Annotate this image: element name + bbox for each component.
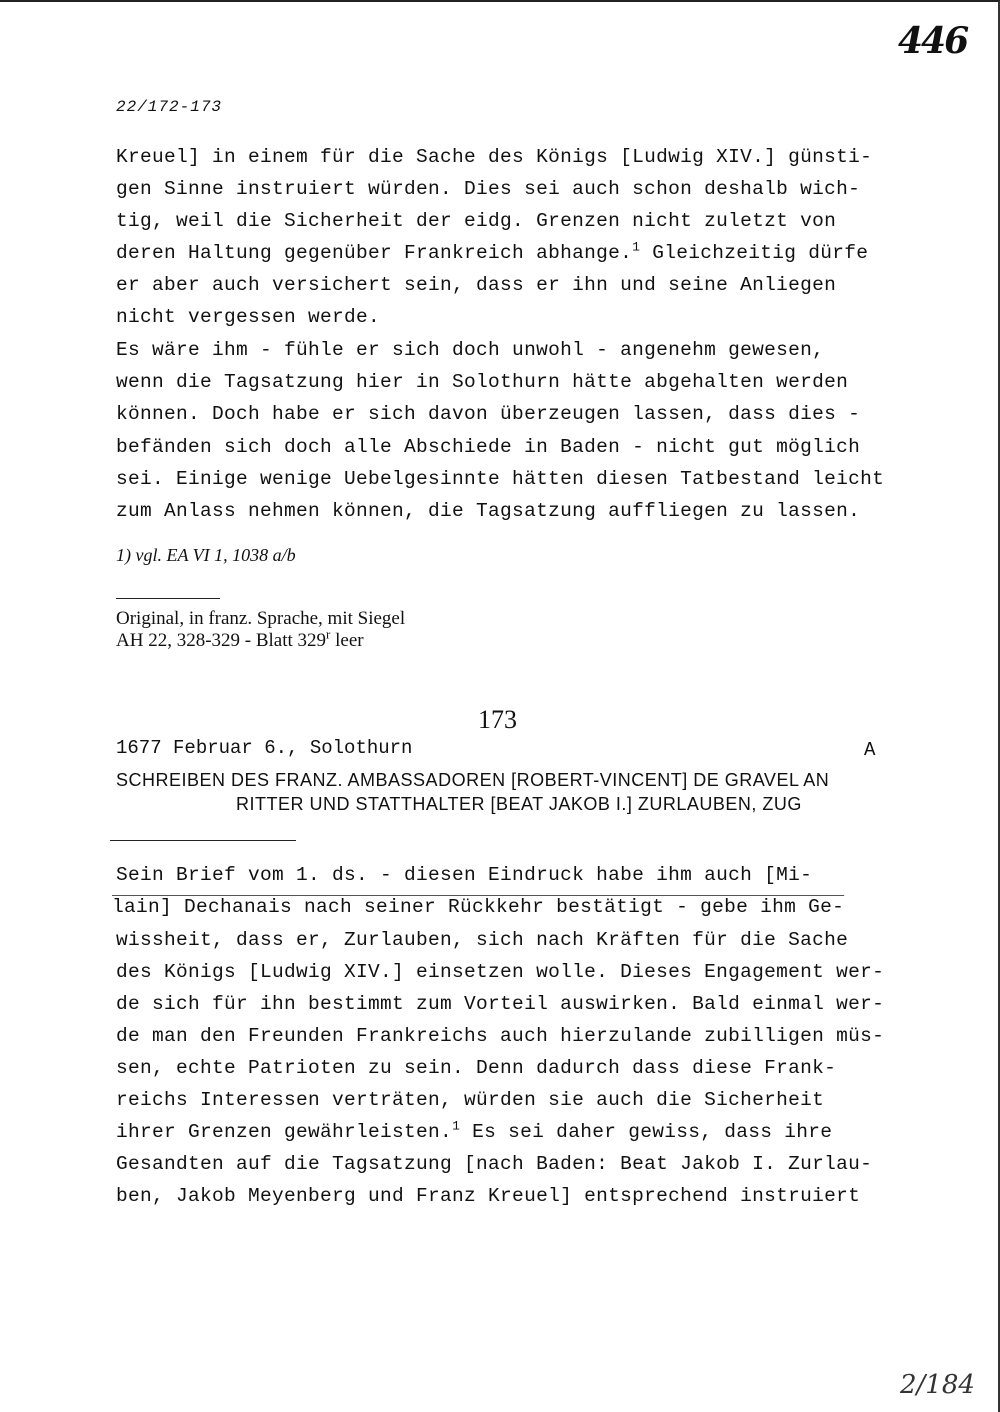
- paragraph1-line-text: deren Haltung gegenüber Frankreich abhange.: [116, 242, 633, 264]
- paragraph2-line: ben, Jakob Meyenberg und Franz Kreuel] entsprechend instruiert: [116, 1185, 861, 1207]
- paragraph1-line-with-footnote: [116, 239, 869, 264]
- paragraph2-line: de sich für ihn bestimmt zum Vorteil auswirken. Bald einmal wer-: [116, 993, 885, 1015]
- paragraph1-line: Kreuel] in einem für die Sache des Königs [Ludwig XIV.] günsti-: [116, 146, 873, 168]
- paragraph2-line: wissheit, dass er, Zurlauben, sich nach Kräften für die Sache: [116, 929, 849, 951]
- paragraph1-line: zum Anlass nehmen können, die Tagsatzung auffliegen zu lassen.: [116, 500, 861, 522]
- paragraph1-line: befänden sich doch alle Abschiede in Baden - nicht gut möglich: [116, 436, 861, 458]
- paragraph1-line: nicht vergessen werde.: [116, 306, 381, 328]
- document-number: 173: [478, 705, 517, 734]
- paragraph1-line: er aber auch versichert sein, dass er ihn und seine Anliegen: [116, 274, 837, 296]
- folio-number: 446: [898, 20, 968, 62]
- heading-line: RITTER UND STATTHALTER [BEAT JAKOB I.] ZURLAUBEN, ZUG: [236, 794, 802, 814]
- paragraph2-line: de man den Freunden Frankreichs auch hierzulande zubilligen müs-: [116, 1025, 885, 1047]
- paragraph2-line-continuation: Es sei daher gewiss, dass ihre: [460, 1121, 833, 1143]
- paragraph1-line-continuation: Gleichzeitig dürfe: [640, 242, 869, 264]
- paragraph2-line: des Königs [Ludwig XIV.] einsetzen wolle. Dieses Engagement wer-: [116, 961, 885, 983]
- footnote-mark: 1: [632, 239, 641, 255]
- paragraph2-line: Sein Brief vom 1. ds. - diesen Eindruck habe ihm auch [Mi-: [116, 864, 813, 886]
- document-letter: A: [864, 739, 876, 761]
- paragraph1-line: sei. Einige wenige Uebelgesinnte hätten diesen Tatbestand leicht: [116, 468, 885, 490]
- footnote: 1) vgl. EA VI 1, 1038 a/b: [116, 545, 296, 565]
- source-archive-line: [116, 626, 364, 652]
- paragraph1-line: wenn die Tagsatzung hier in Solothurn hätte abgehalten werden: [116, 371, 849, 393]
- paragraph2-line-text: ihrer Grenzen gewährleisten.: [116, 1121, 453, 1143]
- footnote-divider: [116, 598, 220, 599]
- paragraph1-line: Es wäre ihm - fühle er sich doch unwohl - angenehm gewesen,: [116, 339, 825, 361]
- paragraph2-line: Gesandten auf die Tagsatzung [nach Baden: Beat Jakob I. Zurlau-: [116, 1153, 873, 1175]
- source-note: Original, in franz. Sprache, mit Siegel: [116, 608, 406, 629]
- paragraph2-line: lain] Dechanais nach seiner Rückkehr bestätigt - gebe ihm Ge-: [112, 896, 845, 918]
- recto-mark: r: [326, 626, 331, 642]
- paragraph2-line-with-footnote: [116, 1118, 833, 1143]
- paragraph2-line: sen, echte Patrioten zu sein. Denn dadurch dass diese Frank-: [116, 1057, 837, 1079]
- date-place: 1677 Februar 6., Solothurn: [116, 737, 413, 759]
- paragraph1-line: gen Sinne instruiert würden. Dies sei auch schon deshalb wich-: [116, 178, 861, 200]
- archive-stamp: 2/184: [900, 1370, 975, 1400]
- paragraph1-line: tig, weil die Sicherheit der eidg. Grenzen nicht zuletzt von: [116, 210, 837, 232]
- source-archive-text: AH 22, 328-329 - Blatt 329: [116, 630, 327, 651]
- paragraph2-line: reichs Interessen verträten, würden sie auch die Sicherheit: [116, 1089, 825, 1111]
- heading-divider: [110, 840, 296, 841]
- document-reference: 22/172-173: [116, 98, 223, 116]
- heading-line: SCHREIBEN DES FRANZ. AMBASSADOREN [ROBERT-VINCENT] DE GRAVEL AN: [116, 770, 830, 790]
- paragraph1-line: können. Doch habe er sich davon überzeugen lassen, dass dies -: [116, 403, 861, 425]
- footnote-mark: 1: [452, 1118, 461, 1134]
- source-archive-suffix: leer: [330, 630, 364, 651]
